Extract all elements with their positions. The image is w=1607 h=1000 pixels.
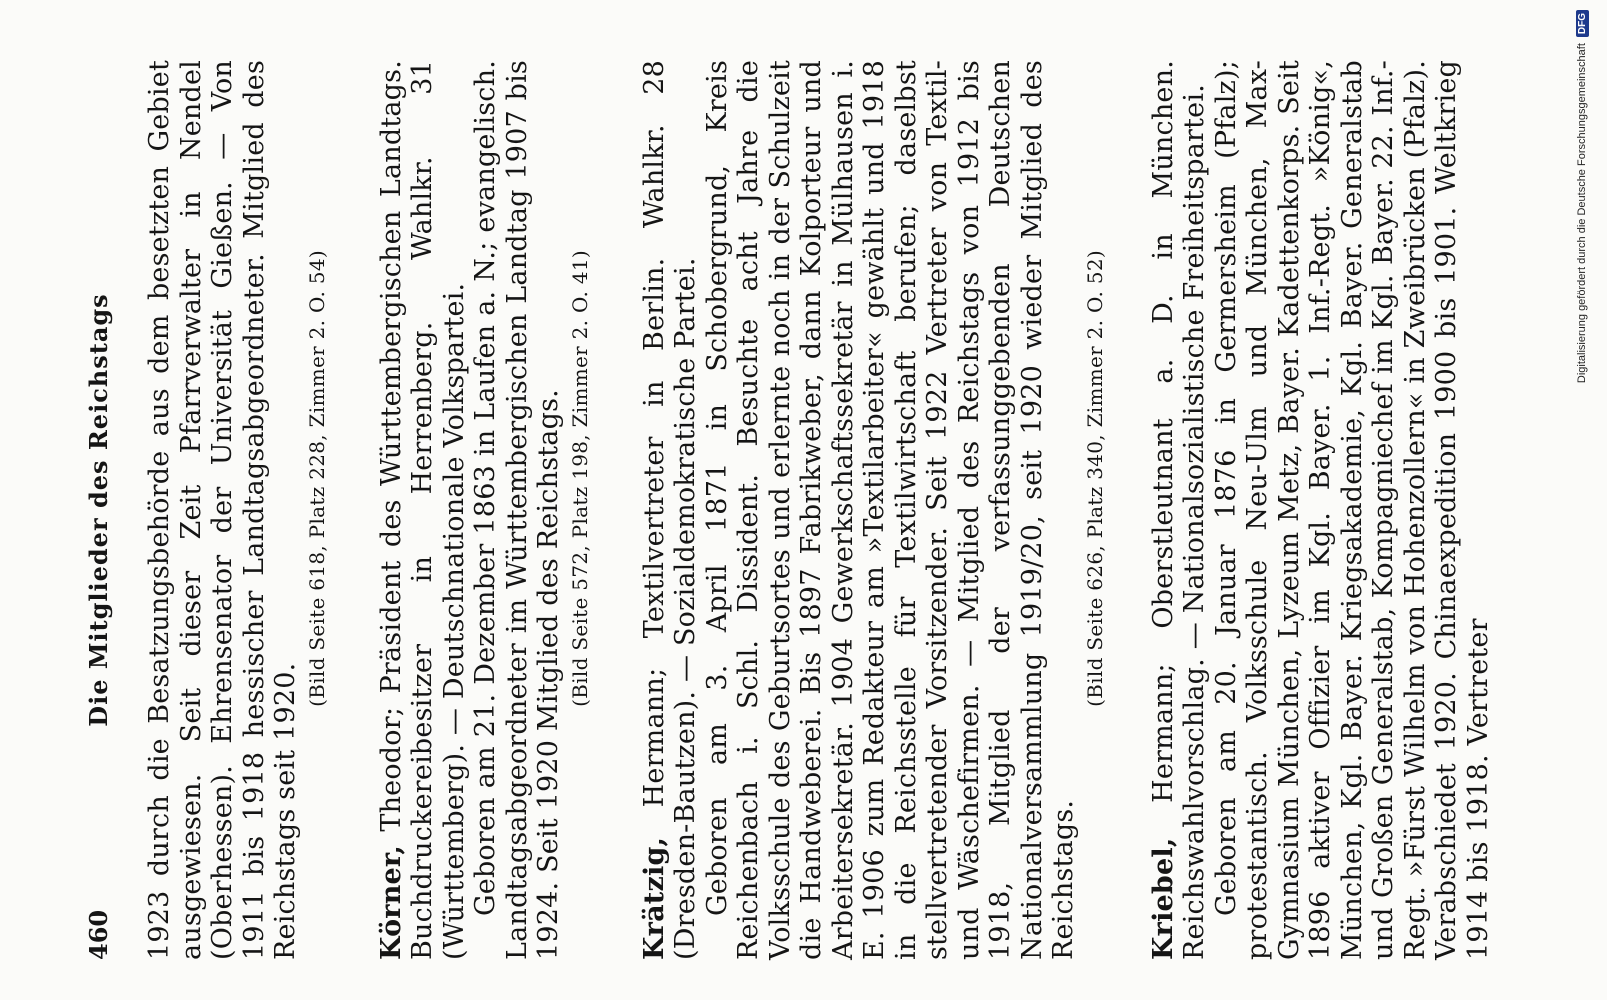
entry-continuation-text: 1923 durch die Besatzungsbehörde aus dem besetzten Gebiet ausgewiesen. Seit dieser Zeit Pfarrverwalter in Nendel (Oberhessen). Ehrensenator der Universität Gießen. — Von 1911 bis 1918 hessischer Landtagsabgeordneter. Mitglied des Reichstags seit 1920. <box>144 60 301 960</box>
dfg-logo: DFG <box>1576 10 1589 37</box>
rotated-text-frame <box>78 60 1494 960</box>
entry-name: Kriebel, <box>1147 837 1179 960</box>
digitization-credit <box>1570 10 1594 990</box>
entry-name: Krätzig, <box>638 836 670 960</box>
entry-koerner-heading <box>376 60 471 960</box>
page-title: Die Mitglieder des Reichstags <box>84 293 113 727</box>
entry-kriebel-heading <box>1148 60 1211 960</box>
page-header <box>78 60 118 960</box>
credit-text: Digitalisierung gefördert durch die Deutsche Forschungsgemeinschaft <box>1576 43 1588 384</box>
entry-heading-text: Theodor; Präsident des Württembergischen Landtags. Buchdruckereibesitzer in Herrenberg. Wahlkr. 31 (Württemberg). — Deutschnationale Volkspartei. <box>375 60 470 960</box>
entry-caption: (Bild Seite 618, Platz 228, Zimmer 2. O. 54) <box>304 250 329 707</box>
spacer <box>593 60 639 960</box>
spacer <box>1108 60 1148 960</box>
entry-caption: (Bild Seite 626, Platz 340, Zimmer 2. O. 52) <box>1082 250 1107 707</box>
entry-name: Körner, <box>375 845 407 960</box>
entry-kraetzig-bio: Geboren am 3. April 1871 in Schobergrund, Kreis Reichenbach i. Schl. Dissident. Besuchte acht Jahre die Volksschule des Geburtsortes und erlernte noch in der Schulzeit die Handweberei. Bis 1897 Fabrikweber, dann Kolporteur und Arbeitersekretär. 1904 Gewerkschaftssekretär in Mülhausen i. E. 1906 zum Redakteur am »Textilarbeiter« gewählt und 1918 in die Reichsstelle für Textilwirtschaft berufen; daselbst stellvertretender Vorsitzender. Seit 1922 Vertreter von Textil- und Wäschefirmen. — Mitglied des Reichstags von 1912 bis 1918, Mitglied der verfassunggebenden Deutschen Nationalversammlung 1919/20, seit 1920 wieder Mitglied des Reichstags. <box>701 60 1079 960</box>
entry-heading-text: Hermann; Oberstleutnant a. D. in München. Reichswahlvorschlag. — Nationalsozialistische Freiheitspartei. <box>1147 60 1210 960</box>
page-number: 460 <box>84 909 113 960</box>
entry-kraetzig-heading <box>639 60 702 960</box>
entry-caption: (Bild Seite 572, Platz 198, Zimmer 2. O. 41) <box>567 250 592 707</box>
entry-kriebel-bio: Geboren am 20. Januar 1876 in Germersheim (Pfalz); protestantisch. Volksschule Neu-Ulm und München, Max-Gymnasium München, Lyzeum Metz, Bayer. Kadettenkorps. Seit 1896 aktiver Offizier im Kgl. Bayer. 1. Inf.-Regt. »König«, München, Kgl. Bayer. Kriegsakademie, Kgl. Bayer. Generalstab und Großen Generalstab, Kompagniechef im Kgl. Bayer. 22. Inf.-Regt. »Fürst Wilhelm von Hohenzollern« in Zweibrücken (Pfalz). Verabschiedet 1920. Chinaexpedition 1900 bis 1901. Weltkrieg 1914 bis 1918. Vertreter <box>1210 60 1494 960</box>
entry-heading-text: Hermann; Textilvertreter in Berlin. Wahlkr. 28 (Dresden-Bautzen). — Sozialdemokratische Partei. <box>638 60 701 960</box>
entry-koerner-bio: Geboren am 21. Dezember 1863 in Laufen a. N.; evangelisch. Landtagsabgeordneter im Württembergischen Landtag 1907 bis 1924. Seit 1920 Mitglied des Reichstags. <box>470 60 564 960</box>
spacer <box>330 60 376 960</box>
